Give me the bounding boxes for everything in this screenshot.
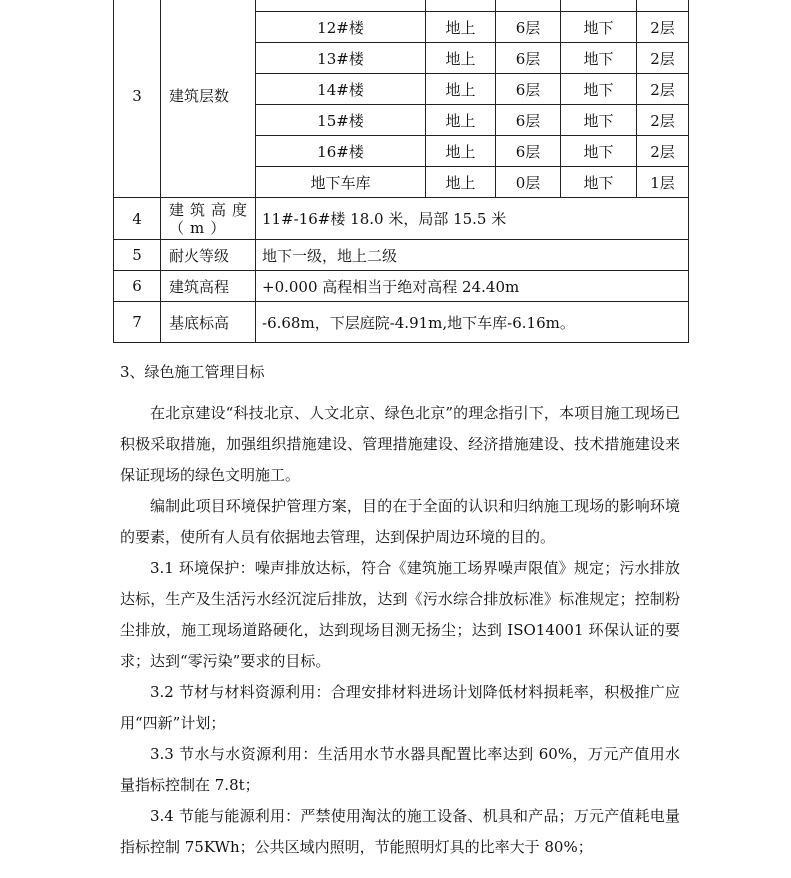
row-label: 建筑层数 xyxy=(161,0,256,198)
table-row xyxy=(114,302,689,343)
row-label: 建筑高程 xyxy=(161,271,256,302)
below-ground-label: 地下 xyxy=(561,43,637,74)
above-ground-floors: 6层 xyxy=(496,43,561,74)
below-ground-floors: 1层 xyxy=(637,167,689,198)
building-name xyxy=(256,0,426,12)
below-ground-floors xyxy=(637,0,689,12)
paragraph-purpose: 编制此项目环境保护管理方案，目的在于全面的认识和归纳施工现场的影响环境的要素，使所有人员有依据地去管理，达到保护周边环境的目的。 xyxy=(120,497,680,546)
table-row xyxy=(114,271,689,302)
row-label: 建筑高度（m） xyxy=(161,198,256,240)
below-ground-floors: 2层 xyxy=(637,136,689,167)
row-label: 基底标高 xyxy=(161,302,256,343)
below-ground-label: 地下 xyxy=(561,74,637,105)
above-ground-label: 地上 xyxy=(426,136,496,167)
row-number: 5 xyxy=(114,240,161,271)
below-ground-floors: 2层 xyxy=(637,43,689,74)
row-number: 3 xyxy=(114,0,161,198)
above-ground-floors: 6层 xyxy=(496,74,561,105)
row-value: 11#-16#楼 18.0 米，局部 15.5 米 xyxy=(256,198,689,240)
building-name: 14#楼 xyxy=(256,74,426,105)
row-value: +0.000 高程相当于绝对高程 24.40m xyxy=(256,271,689,302)
above-ground-label: 地上 xyxy=(426,167,496,198)
project-info-table xyxy=(113,0,689,343)
table-row xyxy=(114,240,689,271)
above-ground-label: 地上 xyxy=(426,43,496,74)
row-number: 6 xyxy=(114,271,161,302)
row-number: 7 xyxy=(114,302,161,343)
table-row xyxy=(114,0,689,12)
paragraph-environment-protection: 3.1 环境保护：噪声排放达标，符合《建筑施工场界噪声限值》规定；污水排放达标，生产及生活污水经沉淀后排放，达到《污水综合排放标准》标准规定；控制粉尘排放，施工现场道路硬化，达到现场目测无扬尘；达到 ISO14001 环保认证的要求；达到“零污染”要求的目标。 xyxy=(120,559,680,670)
above-ground-floors: 6层 xyxy=(496,105,561,136)
row-label: 耐火等级 xyxy=(161,240,256,271)
building-name: 地下车库 xyxy=(256,167,426,198)
below-ground-label: 地下 xyxy=(561,12,637,43)
below-ground-floors: 2层 xyxy=(637,12,689,43)
below-ground-label xyxy=(561,0,637,12)
below-ground-floors: 2层 xyxy=(637,74,689,105)
section-heading: 3、绿色施工管理目标 xyxy=(120,363,265,381)
above-ground-floors: 0层 xyxy=(496,167,561,198)
row-value: 地下一级，地上二级 xyxy=(256,240,689,271)
paragraph-intro: 在北京建设“科技北京、人文北京、绿色北京”的理念指引下，本项目施工现场已积极采取措施，加强组织措施建设、管理措施建设、经济措施建设、技术措施建设来保证现场的绿色文明施工。 xyxy=(120,404,680,484)
above-ground-floors: 6层 xyxy=(496,12,561,43)
table-row xyxy=(114,198,689,240)
below-ground-label: 地下 xyxy=(561,105,637,136)
building-name: 13#楼 xyxy=(256,43,426,74)
below-ground-label: 地下 xyxy=(561,167,637,198)
above-ground-label: 地上 xyxy=(426,105,496,136)
below-ground-label: 地下 xyxy=(561,136,637,167)
paragraph-energy-saving: 3.4 节能与能源利用：严禁使用淘汰的施工设备、机具和产品；万元产值耗电量指标控制 75KWh；公共区域内照明，节能照明灯具的比率大于 80%； xyxy=(120,807,680,856)
below-ground-floors: 2层 xyxy=(637,105,689,136)
row-value: -6.68m，下层庭院-4.91m,地下车库-6.16m。 xyxy=(256,302,689,343)
building-name: 16#楼 xyxy=(256,136,426,167)
above-ground-floors: 6层 xyxy=(496,136,561,167)
paragraph-material-saving: 3.2 节材与材料资源利用：合理安排材料进场计划降低材料损耗率，积极推广应用“四新”计划； xyxy=(120,683,680,732)
above-ground-floors xyxy=(496,0,561,12)
paragraph-water-saving: 3.3 节水与水资源利用：生活用水节水器具配置比率达到 60%，万元产值用水量指标控制在 7.8t； xyxy=(120,745,680,794)
above-ground-label: 地上 xyxy=(426,74,496,105)
above-ground-label: 地上 xyxy=(426,12,496,43)
row-number: 4 xyxy=(114,198,161,240)
building-name: 15#楼 xyxy=(256,105,426,136)
building-name: 12#楼 xyxy=(256,12,426,43)
above-ground-label xyxy=(426,0,496,12)
